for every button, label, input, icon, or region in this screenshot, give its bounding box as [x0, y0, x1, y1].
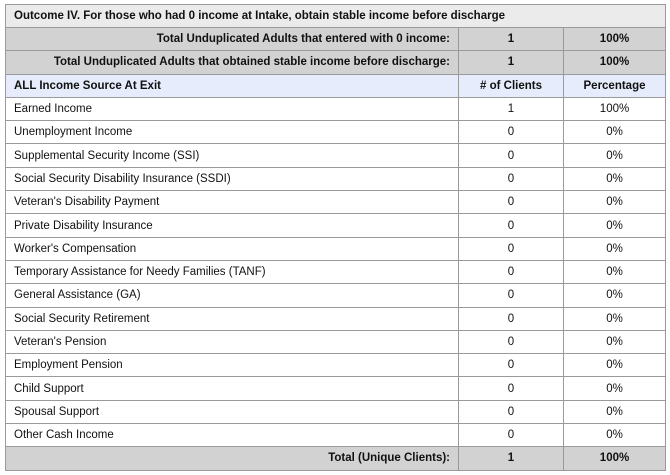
cell-source: Other Cash Income: [6, 424, 459, 447]
cell-percentage: 0%: [564, 144, 666, 167]
cell-source: Unemployment Income: [6, 121, 459, 144]
cell-source: Social Security Disability Insurance (SSDI): [6, 167, 459, 190]
cell-clients: 0: [459, 214, 564, 237]
cell-source: Veteran's Disability Payment: [6, 191, 459, 214]
cell-source: Social Security Retirement: [6, 307, 459, 330]
table-row: [6, 354, 666, 377]
cell-clients: 0: [459, 424, 564, 447]
summary-percentage: 100%: [564, 51, 666, 74]
total-row: [6, 447, 666, 470]
cell-clients: 0: [459, 167, 564, 190]
cell-source: Private Disability Insurance: [6, 214, 459, 237]
table-row: [6, 214, 666, 237]
cell-percentage: 0%: [564, 237, 666, 260]
table-row: [6, 144, 666, 167]
cell-percentage: 0%: [564, 121, 666, 144]
cell-clients: 0: [459, 260, 564, 283]
table-row: [6, 284, 666, 307]
cell-percentage: 0%: [564, 191, 666, 214]
cell-source: Temporary Assistance for Needy Families (TANF): [6, 260, 459, 283]
table-title-row: [6, 5, 666, 28]
cell-source: Child Support: [6, 377, 459, 400]
cell-clients: 0: [459, 330, 564, 353]
header-percentage: Percentage: [564, 74, 666, 97]
cell-clients: 0: [459, 144, 564, 167]
total-clients: 1: [459, 447, 564, 470]
summary-label: Total Unduplicated Adults that obtained stable income before discharge:: [6, 51, 459, 74]
summary-label: Total Unduplicated Adults that entered with 0 income:: [6, 28, 459, 51]
cell-percentage: 0%: [564, 424, 666, 447]
cell-percentage: 0%: [564, 260, 666, 283]
cell-source: Worker's Compensation: [6, 237, 459, 260]
summary-percentage: 100%: [564, 28, 666, 51]
total-label: Total (Unique Clients):: [6, 447, 459, 470]
table-row: [6, 167, 666, 190]
cell-clients: 1: [459, 97, 564, 120]
cell-percentage: 0%: [564, 400, 666, 423]
income-outcome-table: [5, 4, 666, 471]
cell-percentage: 0%: [564, 377, 666, 400]
table-title: Outcome IV. For those who had 0 income at Intake, obtain stable income before discharge: [6, 5, 666, 28]
cell-clients: 0: [459, 307, 564, 330]
cell-percentage: 0%: [564, 354, 666, 377]
cell-percentage: 100%: [564, 97, 666, 120]
table-row: [6, 237, 666, 260]
cell-source: Earned Income: [6, 97, 459, 120]
cell-source: Veteran's Pension: [6, 330, 459, 353]
cell-clients: 0: [459, 191, 564, 214]
table-row: [6, 330, 666, 353]
table-row: [6, 377, 666, 400]
table-row: [6, 121, 666, 144]
cell-clients: 0: [459, 284, 564, 307]
summary-row: [6, 51, 666, 74]
cell-source: General Assistance (GA): [6, 284, 459, 307]
cell-percentage: 0%: [564, 330, 666, 353]
table-row: [6, 97, 666, 120]
summary-clients: 1: [459, 51, 564, 74]
cell-clients: 0: [459, 400, 564, 423]
total-percentage: 100%: [564, 447, 666, 470]
cell-percentage: 0%: [564, 214, 666, 237]
summary-row: [6, 28, 666, 51]
table-row: [6, 191, 666, 214]
table-row: [6, 400, 666, 423]
cell-clients: 0: [459, 237, 564, 260]
column-header-row: [6, 74, 666, 97]
summary-clients: 1: [459, 28, 564, 51]
cell-clients: 0: [459, 121, 564, 144]
cell-source: Supplemental Security Income (SSI): [6, 144, 459, 167]
table-row: [6, 260, 666, 283]
header-source: ALL Income Source At Exit: [6, 74, 459, 97]
cell-percentage: 0%: [564, 307, 666, 330]
cell-percentage: 0%: [564, 167, 666, 190]
header-clients: # of Clients: [459, 74, 564, 97]
table-row: [6, 424, 666, 447]
table-row: [6, 307, 666, 330]
cell-percentage: 0%: [564, 284, 666, 307]
cell-source: Employment Pension: [6, 354, 459, 377]
cell-source: Spousal Support: [6, 400, 459, 423]
cell-clients: 0: [459, 377, 564, 400]
cell-clients: 0: [459, 354, 564, 377]
